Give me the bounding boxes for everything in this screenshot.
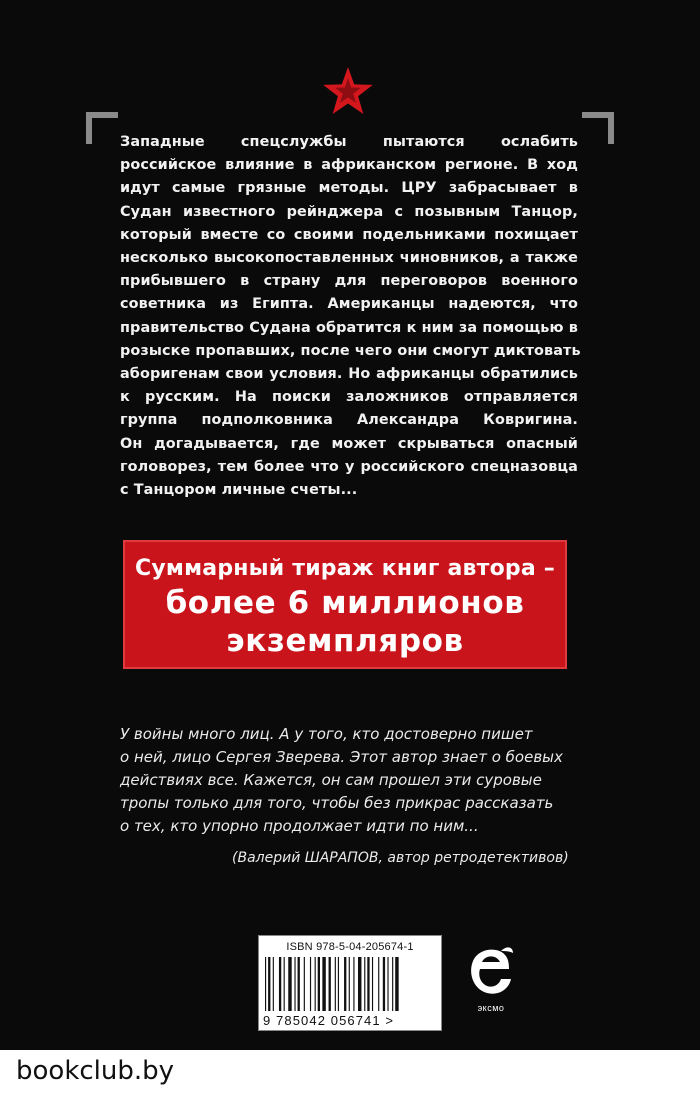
barcode-bar — [349, 957, 350, 1011]
annotation-line: несколько высокопоставленных чиновников, а также — [120, 250, 578, 267]
annotation-line: Западные спецслужбы пытаются ослабить — [120, 134, 578, 150]
quote-line: о тех, кто упорно продолжает идти по ним... — [120, 817, 479, 835]
site-watermark: bookclub.by — [16, 1056, 175, 1086]
frame-corner-top-left — [86, 112, 118, 144]
annotation-line: с Танцором личные счеты... — [120, 482, 358, 499]
barcode-bar — [338, 957, 339, 1011]
annotation-line: к русским. На поиски заложников отправляется — [120, 389, 578, 406]
frame-corner-top-right — [582, 112, 614, 144]
barcode-bar — [367, 957, 369, 1011]
annotation-line: российское влияние в африканском регионе. В ход — [120, 157, 578, 174]
quote-line: У войны много лиц. А у того, кто достоверно пишет — [120, 725, 533, 743]
barcode-bar — [392, 957, 393, 1011]
barcode-bar — [372, 957, 373, 1011]
review-quote — [120, 723, 580, 838]
barcode-bar — [268, 957, 270, 1011]
barcode-bar — [304, 957, 305, 1011]
red-star-icon — [322, 66, 374, 116]
barcode-bar — [284, 957, 285, 1011]
barcode-bar — [383, 957, 385, 1011]
annotation-line: идут самые грязные методы. ЦРУ забрасывает в — [120, 180, 578, 197]
barcode-bar — [318, 957, 320, 1011]
banner-line-1: Суммарный тираж книг автора – — [135, 556, 555, 581]
barcode-bar — [273, 957, 274, 1011]
barcode-bar — [378, 957, 379, 1011]
annotation-line: прибывшего в страну для переговоров военного — [120, 273, 578, 290]
isbn-text: ISBN 978-5-04-205674-1 — [286, 941, 414, 953]
barcode-bar — [279, 957, 281, 1011]
eksmo-logo-icon — [465, 943, 515, 1001]
annotation-line: розыске пропавших, после чего они смогут диктовать — [120, 342, 581, 359]
annotation-line: Он догадывается, где может скрываться опасный — [120, 435, 578, 452]
barcode-bar — [288, 957, 291, 1011]
barcode-bar — [364, 957, 365, 1011]
annotation-line: аборигенам свои условия. Но африканцы обратились — [120, 366, 578, 383]
annotation-line: головорез, тем более что у российского спецназовца — [120, 458, 578, 475]
barcode-bar — [344, 957, 346, 1011]
quote-line: тропы только для того, чтобы без прикрас рассказать — [120, 794, 554, 812]
barcode-bar — [335, 957, 336, 1011]
quote-attribution: (Валерий ШАРАПОВ, автор ретродетективов) — [232, 850, 569, 866]
barcode-bar — [387, 957, 388, 1011]
annotation-text — [120, 131, 581, 502]
quote-line: действиях все. Кажется, он сам прошел эти суровые — [120, 771, 542, 789]
barcode-digits: 9 785042 056741 > — [263, 1013, 395, 1028]
barcode-bar — [358, 957, 361, 1011]
annotation-line: Судан известного рейнджера с позывным Танцор, — [120, 203, 578, 220]
barcode-bar — [310, 957, 311, 1011]
publisher-name: эксмо — [477, 1003, 505, 1013]
barcode-bar — [322, 957, 325, 1011]
barcode-panel — [258, 935, 442, 1031]
annotation-line: советника из Египта. Американцы надеются, что — [120, 296, 578, 313]
barcode-bar — [294, 957, 295, 1011]
circulation-banner — [123, 540, 567, 669]
barcode-bar — [315, 957, 316, 1011]
barcode-bar — [395, 957, 398, 1011]
annotation-line: который вместе со своими подельниками похищает — [120, 226, 578, 243]
barcode-bar — [329, 957, 331, 1011]
barcode-bar — [353, 957, 354, 1011]
annotation-line: группа подполковника Александра Ковригина. — [120, 412, 578, 429]
annotation-line: правительство Судана обратится к ним за помощью в — [120, 319, 578, 336]
banner-line-3: экземпляров — [226, 623, 464, 659]
barcode-icon — [263, 957, 437, 1011]
barcode-bar — [265, 957, 266, 1011]
barcode-bar — [298, 957, 300, 1011]
banner-line-2: более 6 миллионов — [165, 585, 525, 621]
quote-line: о ней, лицо Сергея Зверева. Этот автор знает о боевых — [120, 748, 563, 766]
